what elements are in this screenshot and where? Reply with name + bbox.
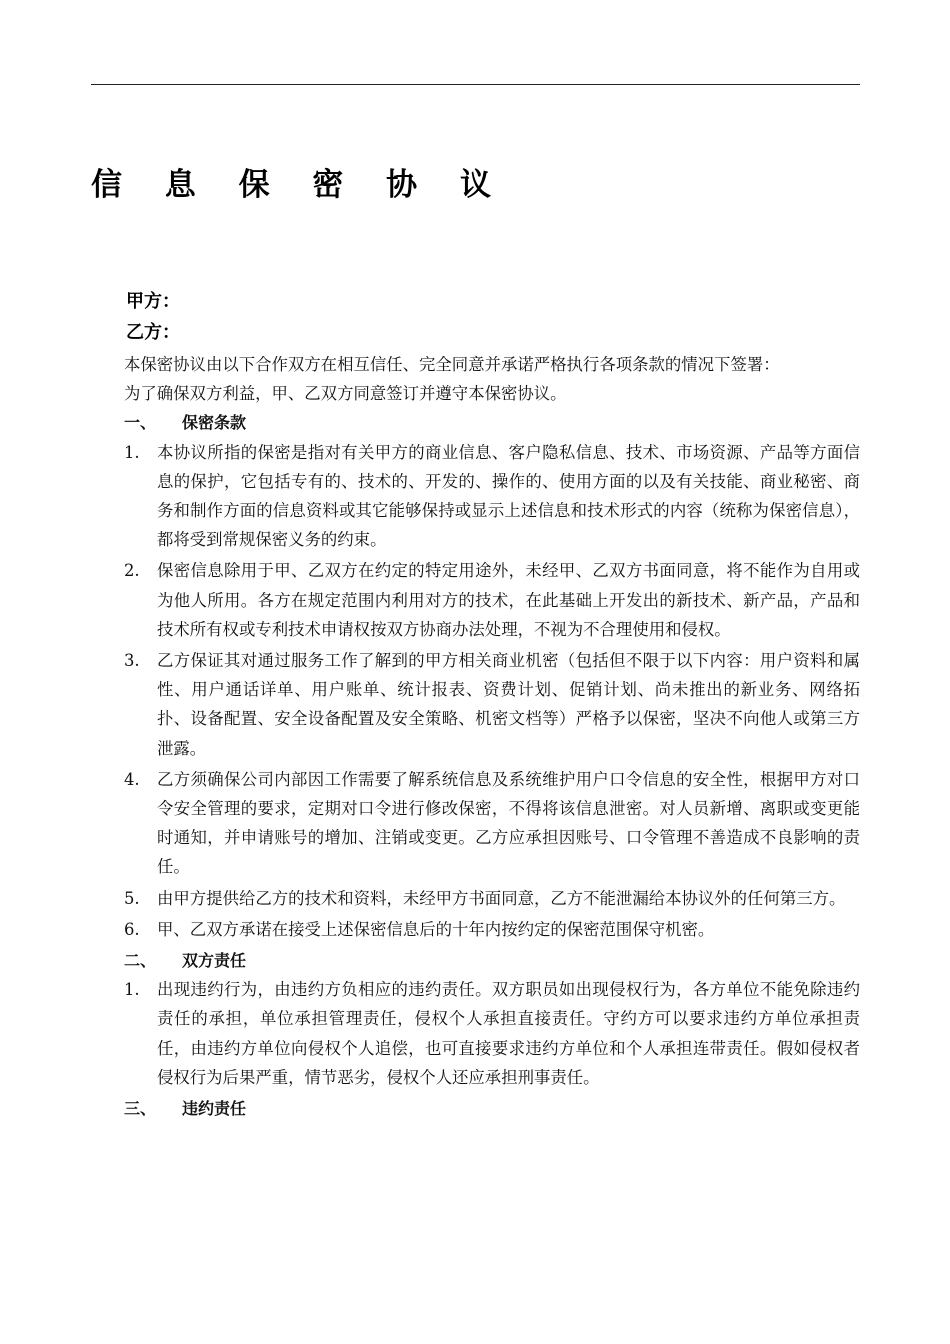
clause-number: 5. xyxy=(124,888,140,908)
clause-text: 甲、乙双方承诺在接受上述保密信息后的十年内按约定的保密范围保守机密。 xyxy=(157,919,715,939)
section-number: 一、 xyxy=(124,413,157,433)
clause-number: 1. xyxy=(124,442,140,462)
section-title: 保密条款 xyxy=(182,413,247,433)
section-number: 三、 xyxy=(124,1099,157,1119)
clause-number: 6. xyxy=(124,919,140,939)
intro-paragraph: 为了确保双方利益，甲、乙双方同意签订并遵守本保密协议。 xyxy=(124,384,567,404)
party-a-label: 甲方： xyxy=(126,291,180,312)
clause-number: 4. xyxy=(124,769,140,789)
clause-item xyxy=(91,646,860,763)
section-heading xyxy=(91,1094,860,1123)
clause-item xyxy=(91,915,860,944)
clause-text: 乙方须确保公司内部因工作需要了解系统信息及系统维护用户口令信息的安全性，根据甲方对口令安全管理的要求，定期对口令进行修改保密，不得将该信息泄密。对人员新增、离职或变更能时通知，并申请账号的增加、注销或变更。乙方应承担因账号、口令管理不善造成不良影响的责任。 xyxy=(157,769,860,877)
intro-paragraph: 本保密协议由以下合作双方在相互信任、完全同意并承诺严格执行各项条款的情况下签署： xyxy=(124,355,780,374)
clause-text: 乙方保证其对通过服务工作了解到的甲方相关商业机密（包括但不限于以下内容：用户资料和属性、用户通话详单、用户账单、统计报表、资费计划、促销计划、尚未推出的新业务、网络拓扑、设备配置、安全设备配置及安全策略、机密文档等）严格予以保密，坚决不向他人或第三方泄露。 xyxy=(157,651,860,758)
party-b-label: 乙方： xyxy=(126,322,180,343)
section-number: 二、 xyxy=(124,951,157,971)
clause-number: 3. xyxy=(124,651,140,671)
document-title: 信 息 保 密 协 议 xyxy=(91,167,507,203)
header-rule xyxy=(91,84,860,85)
clause-text: 由甲方提供给乙方的技术和资料，未经甲方书面同意，乙方不能泄漏给本协议外的任何第三方。 xyxy=(157,888,846,908)
section-title: 违约责任 xyxy=(182,1099,247,1119)
section-heading xyxy=(91,946,860,975)
clause-number: 1. xyxy=(124,980,140,1000)
clause-item xyxy=(91,765,860,882)
clause-text: 出现违约行为，由违约方负相应的违约责任。双方职员如出现侵权行为，各方单位不能免除违约责任的承担，单位承担管理责任，侵权个人承担直接责任。守约方可以要求违约方单位承担责任，由违约方单位向侵权个人追偿，也可直接要求违约方单位和个人承担连带责任。假如侵权者侵权行为后果严重，情节恶劣，侵权个人还应承担刑事责任。 xyxy=(157,980,860,1087)
section-heading xyxy=(91,408,860,437)
clause-item xyxy=(91,884,860,913)
clause-item xyxy=(91,556,860,644)
clause-item xyxy=(91,975,860,1092)
section-title: 双方责任 xyxy=(182,951,247,971)
clause-number: 2. xyxy=(124,561,140,581)
document-body xyxy=(91,350,860,1123)
clause-item xyxy=(91,438,860,555)
clause-text: 本协议所指的保密是指对有关甲方的商业信息、客户隐私信息、技术、市场资源、产品等方面信息的保护，它包括专有的、技术的、开发的、操作的、使用方面的以及有关技能、商业秘密、商务和制作方面的信息资料或其它能够保持或显示上述信息和技术形式的内容（统称为保密信息），都将受到常规保密义务的约束。 xyxy=(157,442,860,550)
clause-text: 保密信息除用于甲、乙双方在约定的特定用途外，未经甲、乙双方书面同意，将不能作为自用或为他人所用。各方在规定范围内利用对方的技术，在此基础上开发出的新技术、新产品，产品和技术所有权或专利技术申请权按双方协商办法处理，不视为不合理使用和侵权。 xyxy=(157,561,860,639)
